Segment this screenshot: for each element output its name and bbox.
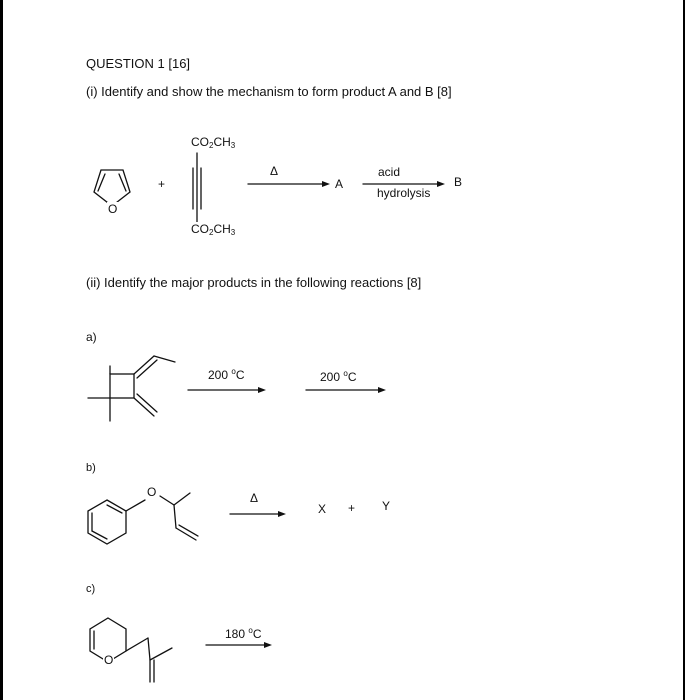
- ether-oxygen: O: [147, 485, 157, 499]
- product-a: A: [335, 177, 344, 191]
- part-c-label: c): [86, 583, 96, 595]
- heat-symbol-2: Δ: [250, 491, 259, 505]
- part-a-structure: [88, 356, 175, 421]
- plus-sign-1: +: [158, 177, 166, 191]
- dmad-structure: [193, 153, 201, 224]
- part-a-condition-2: 200 $^o$C: [320, 369, 357, 384]
- ester-bottom: $CO_2CH_3$: [191, 222, 236, 237]
- part-ii-instruction: (ii) Identify the major products in the following reactions [8]: [86, 275, 422, 290]
- product-b: B: [454, 175, 463, 189]
- product-x: X: [318, 502, 327, 516]
- part-c-condition: 180 $^o$C: [225, 626, 262, 641]
- furan-structure: [94, 170, 130, 206]
- pyran-oxygen: O: [104, 653, 114, 667]
- plus-sign-2: +: [348, 501, 356, 515]
- reagent-hydrolysis: hydrolysis: [377, 186, 431, 200]
- part-i-instruction: (i) Identify and show the mechanism to form product A and B [8]: [86, 84, 452, 99]
- question-title: QUESTION 1 [16]: [86, 56, 191, 71]
- product-y: Y: [382, 499, 391, 513]
- part-b-label: b): [86, 462, 96, 474]
- heat-symbol-1: Δ: [270, 164, 279, 178]
- part-b-structure: [88, 493, 198, 544]
- part-a-label: a): [86, 330, 97, 344]
- furan-oxygen: O: [108, 202, 118, 216]
- ester-top: $CO_2CH_3$: [191, 135, 236, 150]
- reagent-acid: acid: [378, 165, 401, 179]
- part-c-structure: [90, 618, 172, 682]
- part-a-condition-1: 200 $^o$C: [208, 367, 245, 382]
